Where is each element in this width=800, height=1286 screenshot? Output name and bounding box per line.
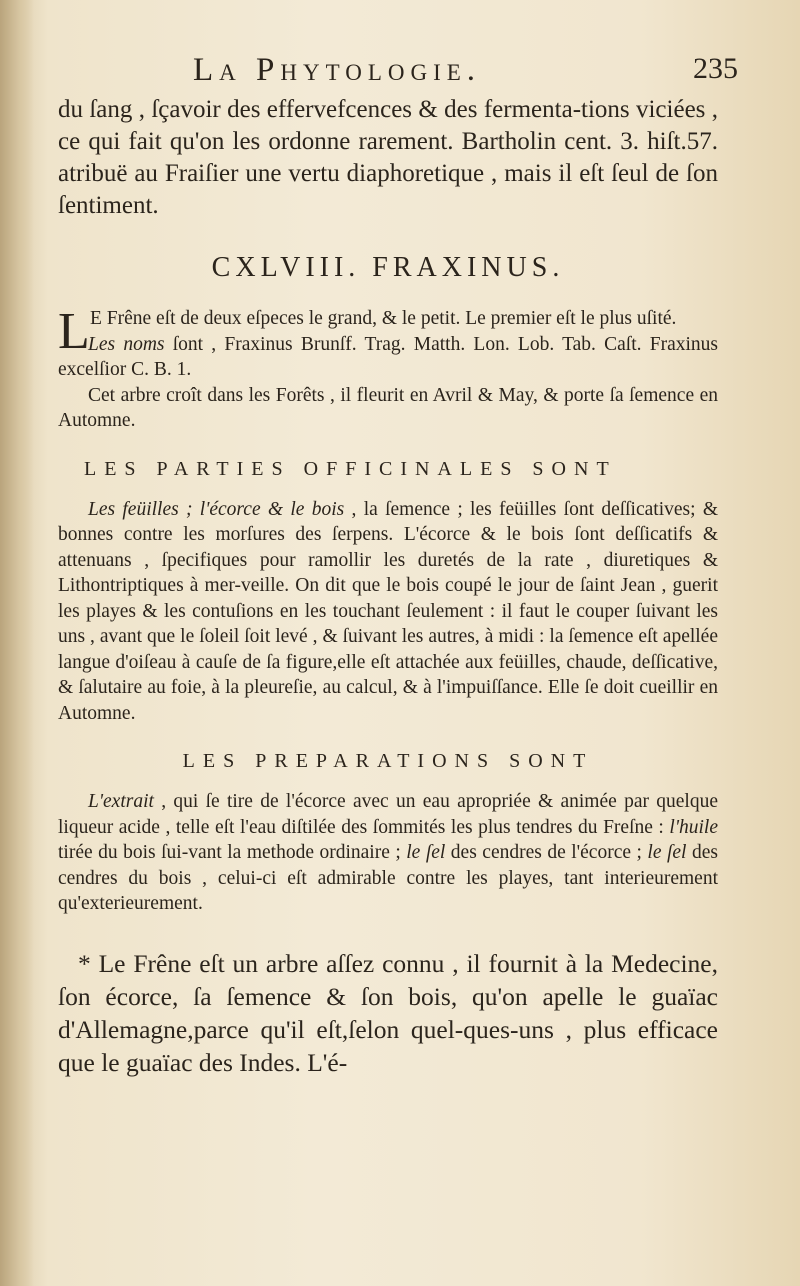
prep-term-2: l'huile (669, 816, 718, 838)
prep-text-4: des cendres du bois , celui-ci eſt admirable contre les playes, tant interieurement qu'exterieurement. (58, 842, 718, 914)
description-text-1: E Frêne eſt de deux eſpeces le grand, & le petit. Le premier eſt le plus uſité. (90, 308, 677, 329)
running-head (58, 44, 738, 94)
parts-paragraph (58, 497, 718, 727)
parts-text: , la ſemence ; les feüilles ſont deſſicatives; & bonnes contre les morſures des ſerpens. L'écorce & le bois ſont deſſicatifs & attenuans , ſpecifiques pour ramollir les duretés de la rate , diuretiques & Lithontriptiques à mer-veille. On dit que le bois coupé le jour de ſaint Jean , guerit les playes & les contuſions en les touchant ſeulement : il faut le couper ſuivant les uns , avant que le ſoleil ſoit levé , & ſuivant les autres, à midi : la ſemence eſt apellée langue d'oiſeau à cauſe de ſa figure,elle eſt attachée aux feüilles, chaude, deſſicative, & ſalutaire au foie, à la pleureſie, au calcul, & à l'impuiſſance. Elle ſe doit cueillir en Automne. (58, 498, 718, 724)
page-content (58, 44, 738, 1079)
gutter-shadow (0, 0, 34, 1286)
drop-cap: L (58, 303, 90, 360)
names-text: ſont , Fraxinus Brunſf. Trag. Matth. Lon. Lob. Tab. Caſt. Fraxinus excelſior C. B. 1. (58, 333, 718, 380)
prep-text-2: tirée du bois ſui-vant la methode ordinaire ; (58, 842, 407, 863)
parts-lead: Les feüilles ; l'écorce & le bois (88, 498, 345, 520)
description-paragraph-3: Cet arbre croît dans les Forêts , il fleurit en Avril & May, & porte ſa ſemence en Automne. (58, 384, 718, 431)
names-label: Les noms (88, 333, 165, 355)
running-title: La Phytologie. (193, 52, 482, 88)
chapter-heading: CXLVIII. FRAXINUS. (211, 252, 565, 283)
intro-paragraph: du ſang , ſçavoir des effervefcences & des fermenta-tions viciées , ce qui fait qu'on les ordonne rarement. Bartholin cent. 3. hiſt.57. atribuë au Fraiſier une vertu diaphoretique , mais il eſt ſeul de ſon ſentiment. (58, 96, 718, 219)
description-paragraph-2 (58, 332, 718, 383)
prep-term-3: le ſel (406, 842, 446, 863)
preparations-paragraph (58, 789, 718, 917)
page-number: 235 (693, 52, 738, 85)
section-heading-parts: LES PARTIES OFFICINALES SONT (84, 457, 617, 480)
section-heading-preparations: LES PREPARATIONS SONT (182, 750, 594, 772)
prep-text-1: , qui ſe tire de l'écorce avec un eau apropriée & animée par quelque liqueur acide , telle eſt l'eau diſtilée des ſommités les plus tendres du Freſne : (58, 791, 718, 838)
prep-text-3: des cendres de l'écorce ; (445, 842, 648, 863)
note-paragraph: * Le Frêne eſt un arbre aſſez connu , il fournit à la Medecine, ſon écorce, ſa ſemence & ſon bois, qu'on apelle le guaïac d'Allemagne,parce qu'il eſt,ſelon quel-ques-uns , plus efficace que le guaïac des Indes. L'é- (58, 948, 718, 1077)
prep-term-1: L'extrait (88, 791, 154, 812)
prep-term-4: le ſel (647, 842, 687, 863)
